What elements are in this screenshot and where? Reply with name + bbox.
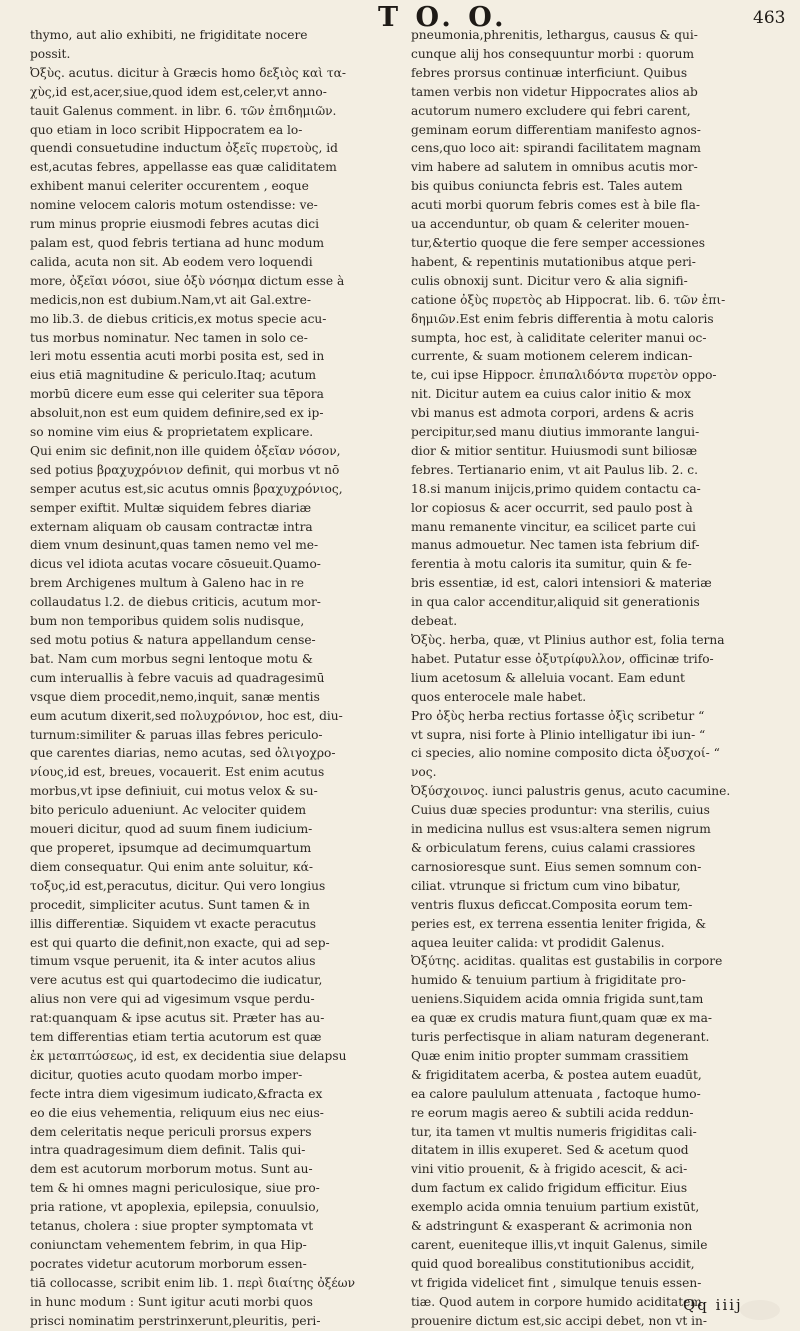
text-line: tauit Galenus comment. in libr. 6. τῶν ἐπιδημιῶν. (30, 103, 337, 118)
text-line: exhibent manui celeriter occurentem , eoque (30, 179, 309, 194)
text-line: ea quæ ex crudis matura fiunt,quam quæ ex ma- (411, 1011, 712, 1026)
text-line: exemplo acida omnia tenuium partium existūt, (411, 1200, 700, 1215)
text-line: fecte intra diem vigesimum iudicato,&fracta ex (30, 1086, 323, 1101)
text-line: carnosioresque sunt. Eius semen somnum con- (411, 859, 702, 874)
text-line: eum acutum dixerit,sed πολυχρόνιον, hoc est, diu- (30, 708, 343, 723)
text-line: ἐκ μεταπτώσεως, id est, ex decidentia siue delapsu (30, 1048, 347, 1063)
text-line: que carentes diarias, nemo acutas, sed ὀλιγοχρο- (30, 746, 336, 761)
text-line: tem differentias etiam tertia acutorum est quæ (30, 1030, 322, 1045)
text-line: te, cui ipse Hippocr. ἐπιπαλιδόντα πυρετὸν oppo- (411, 368, 717, 383)
text-line: carent, eueniteque illis,vt inquit Galenus, simile (411, 1238, 708, 1252)
text-line: culis obnoxij sunt. Dicitur vero & alia signifi- (411, 273, 688, 288)
text-line: pocrates videtur acutorum morborum essen- (30, 1256, 307, 1271)
text-line: ditatem in illis exuperet. Sed & acetum quod (411, 1143, 689, 1158)
text-line: percipitur,sed manu diutius immorante langui- (411, 425, 700, 440)
text-line: sed motu potius & natura appellandum cense- (30, 633, 316, 647)
text-line: illis differentiæ. Siquidem vt exacte peracutus (30, 916, 317, 931)
text-line: pneumonia,phrenitis, lethargus, causus & qui- (411, 28, 698, 42)
text-line: tamen verbis non videtur Hippocrates alios ab (411, 84, 698, 99)
text-line: νος. (411, 765, 437, 780)
text-line: que properet, ipsumque ad decimumquartum (30, 840, 312, 855)
text-line: febres. Tertianario enim, vt ait Paulus lib. 2. c. (411, 462, 698, 477)
text-line: vt frigida videlicet fint , simulque tenuis essen- (411, 1275, 702, 1290)
text-line: lor copiosus & acer occurrit, sed paulo post à (411, 500, 693, 515)
text-line: & frigiditatem acerba, & postea autem euadūt, (411, 1067, 702, 1082)
text-line: diem consequatur. Qui enim ante soluitur, κά- (30, 859, 314, 874)
text-line: Ὀξὺς. acutus. dicitur à Græcis homo δεξιὸς καὶ τα- (30, 65, 346, 80)
text-line: quo etiam in loco scribit Hippocratem ea lo- (30, 122, 303, 137)
text-line: ea calore paululum attenuata , factoque humo- (411, 1086, 701, 1101)
text-line: coniunctam vehementem febrim, in qua Hip- (30, 1238, 307, 1252)
text-line: in hunc modum : Sunt igitur acuti morbi quos (30, 1294, 313, 1309)
text-line: ua accenduntur, ob quam & celeriter mouen- (411, 217, 690, 232)
text-line: cunque alij hos consequuntur morbi : quorum (411, 46, 695, 61)
text-line: alius non vere qui ad vigesimum vsque perdu- (30, 992, 315, 1007)
text-line: cens,quo loco ait: spirandi facilitatem magnam (411, 141, 701, 156)
text-line: leri motu essentia acuti morbi posita est, sed in (30, 349, 325, 364)
text-line: & adstringunt & exasperant & acrimonia non (411, 1219, 693, 1234)
text-line: est qui quarto die definit,non exacte, qui ad sep- (30, 935, 330, 950)
text-line: mo lib.3. de diebus criticis,ex motus specie acu- (30, 311, 327, 326)
text-line: palam est, quod febris tertiana ad hunc modum (30, 235, 325, 250)
text-line: thymo, aut alio exhibiti, ne frigiditate nocere (30, 28, 308, 42)
text-line: ci species, alio nomine composito dicta ὀξυσχοί- “ (411, 746, 720, 761)
text-line: rat:quanquam & ipse acutus sit. Præter has au- (30, 1011, 325, 1026)
signature-mark: Qq iiij (683, 1296, 743, 1314)
text-line: Cuius duæ species produntur: vna sterilis, cuius (411, 803, 710, 818)
text-line: bum non temporibus quidem solis nudisque, (30, 614, 305, 629)
right-text-column (411, 26, 769, 1331)
page-number: 463 (753, 8, 786, 28)
text-line: 18.si manum inijcis,primo quidem contactu ca- (411, 481, 701, 496)
text-line: dicus vel idiota acutas vocare cōsueuit.Quamo- (30, 557, 321, 572)
text-line: vbi manus est admota corpori, ardens & acris (411, 406, 694, 421)
text-line: tur,&tertio quoque die fere semper accessiones (411, 235, 705, 250)
text-line: Pro ὀξὺς herba rectius fortasse ὀξὶς scribetur “ (411, 708, 705, 723)
running-head: T O. O. (378, 2, 508, 33)
text-line: vini vitio prouenit, & à frigido acescit, & aci- (411, 1162, 688, 1177)
text-line: Ὀξύσχοινος. iunci palustris genus, acuto cacumine. (411, 784, 731, 799)
text-line: brem Archigenes multum à Galeno hac in re (30, 576, 304, 591)
text-line: semper exiftit. Multæ siquidem febres diariæ (30, 500, 312, 515)
text-line: dior & mitior sentitur. Huiusmodi sunt biliosæ (411, 443, 698, 458)
text-line: dum factum ex calido frigidum efficitur. Eius (411, 1181, 688, 1196)
text-line: sed potius βραχυχρόνιον definit, qui morbus vt nō (30, 462, 340, 477)
text-line: pria ratione, vt apoplexia, epilepsia, conuulsio, (30, 1200, 320, 1215)
text-line: aquea leuiter calida: vt prodidit Galenus. (411, 935, 665, 950)
text-line: morbū dicere eum esse qui celeriter sua tēpora (30, 387, 324, 402)
text-line: febres prorsus continuæ interficiunt. Quibus (411, 65, 688, 80)
text-line: moueri dicitur, quod ad suum finem iudicium- (30, 822, 313, 837)
text-line: debeat. (411, 614, 458, 629)
text-line: semper acutus est,sic acutus omnis βραχυχρόνιος, (30, 481, 343, 496)
text-line: quendi consuetudine inductum ὀξεῖς πυρετοὺς, id (30, 141, 338, 156)
text-line: & orbiculatum ferens, cuius calami crassiores (411, 840, 696, 855)
text-line: diem vnum desinunt,quas tamen nemo vel me- (30, 538, 319, 553)
text-line: collaudatus l.2. de diebus criticis, acutum mor- (30, 595, 321, 610)
text-line: possit. (30, 46, 71, 61)
text-line: vsque diem procedit,nemo,inquit, sanæ mentis (30, 689, 320, 704)
text-line: externam aliquam ob causam contractæ intra (30, 519, 313, 534)
text-line: tetanus, cholera : siue propter symptomata vt (30, 1219, 314, 1234)
text-line: tus morbus nominatur. Nec tamen in solo ce- (30, 330, 308, 345)
text-line: Ὀξύτης. aciditas. qualitas est gustabilis in corpore (411, 954, 723, 969)
text-line: timum vsque peruenit, ita & inter acutos alius (30, 954, 316, 969)
text-line: ciliat. vtrunque si frictum cum vino bibatur, (411, 878, 681, 893)
text-line: bat. Nam cum morbus segni lentoque motu & (30, 651, 313, 666)
text-line: dem est acutorum morborum motus. Sunt au- (30, 1162, 313, 1177)
text-line: intra quadragesimum diem definit. Talis qui- (30, 1143, 306, 1158)
text-line: in qua calor accenditur,aliquid sit generationis (411, 595, 700, 610)
text-line: currente, & suam motionem celerem indican- (411, 349, 693, 364)
text-line: Qui enim sic definit,non ille quidem ὀξεῖαν νόσον, (30, 443, 341, 458)
text-line: rum minus proprie eiusmodi febres acutas dici (30, 217, 319, 232)
text-line: geminam eorum differentiam manifesto agnos- (411, 122, 701, 137)
text-line: acuti morbi quorum febris comes est à bile fla- (411, 198, 701, 213)
text-line: nomine velocem caloris motum ostendisse: ve- (30, 198, 318, 213)
text-line: νίους,id est, breues, vocauerit. Est enim acutus (30, 765, 325, 780)
left-text-column (30, 26, 388, 1331)
text-line: more, ὀξεῖαι νόσοι, siue ὀξὺ νόσημα dictum esse à (30, 273, 345, 288)
text-line: turis perfectisque in aliam naturam degenerant. (411, 1030, 710, 1045)
text-line: Quæ enim initio propter summam crassitiem (411, 1048, 689, 1063)
text-line: cum interuallis à febre vacuis ad quadragesimū (30, 670, 325, 685)
text-line: quid quod borealibus constitutionibus accidit, (411, 1256, 695, 1271)
text-line: τοξυς,id est,peracutus, dicitur. Qui vero longius (30, 878, 326, 893)
paper-stain (740, 1300, 780, 1320)
text-line: ferentia à motu caloris ita sumitur, quin & fe- (411, 557, 692, 572)
text-line: catione ὀξὺς πυρετὸς ab Hippocrat. lib. 6. τῶν ἐπι- (411, 292, 726, 307)
text-line: eo die eius vehementia, reliquum eius nec eius- (30, 1105, 324, 1120)
text-line: manus admouetur. Nec tamen ista febrium dif- (411, 538, 700, 553)
text-line: manu remanente vincitur, ea scilicet parte cui (411, 519, 696, 534)
text-line: nit. Dicitur autem ea cuius calor initio & mox (411, 387, 691, 402)
text-line: vim habere ad salutem in omnibus acutis mor- (411, 160, 698, 175)
text-line: absoluit,non est eum quidem definire,sed ex ip- (30, 406, 324, 421)
text-line: prisci nominatim perstrinxerunt,pleuritis, peri- (30, 1313, 321, 1328)
text-line: medicis,non est dubium.Nam,vt ait Gal.extre- (30, 292, 311, 307)
text-line: dicitur, quoties acuto quodam morbo imper- (30, 1067, 303, 1082)
text-line: tiā collocasse, scribit enim lib. 1. περὶ διαίτης ὀξέων (30, 1275, 356, 1290)
text-line: tem & hi omnes magni periculosique, siue pro- (30, 1181, 320, 1196)
text-line: quos enterocele male habet. (411, 689, 587, 704)
text-line: δημιῶν.Est enim febris differentia à motu caloris (411, 311, 714, 326)
text-line: habet. Putatur esse ὀξυτρίφυλλον, officinæ trifo- (411, 651, 714, 666)
text-line: in medicina nullus est vsus:altera semen nigrum (411, 822, 711, 837)
text-line: vt supra, nisi forte à Plinio intelligatur ibi iun- “ (411, 727, 706, 742)
text-line: calida, acuta non sit. Ab eodem vero loquendi (30, 254, 313, 269)
text-line: peries est, ex terrena essentia leniter frigida, & (411, 916, 707, 931)
text-line: turnum:similiter & paruas illas febres periculo- (30, 727, 323, 742)
text-line: bito periculo adueniunt. Ac velociter quidem (30, 803, 307, 818)
text-line: bis quibus coniuncta febris est. Tales autem (411, 179, 683, 194)
text-line: lium acetosum & alleluia vocant. Eam edunt (411, 670, 685, 685)
text-line: re eorum magis aereo & subtili acida reddun- (411, 1105, 694, 1120)
text-line: eius etiā magnitudine & periculo.Itaq; acutum (30, 368, 317, 383)
text-line: ventris fluxus deficcat.Composita eorum tem- (411, 897, 693, 912)
text-line: morbus,vt ipse definiuit, cui motus velox & su- (30, 784, 318, 799)
text-line: sumpta, hoc est, à caliditate celeriter manui oc- (411, 330, 707, 345)
text-line: tur, ita tamen vt multis numeris frigiditas cali- (411, 1124, 697, 1139)
text-line: Ὀξὺς. herba, quæ, vt Plinius author est, folia terna (411, 633, 725, 647)
text-line: habent, & repentinis mutationibus atque peri- (411, 254, 696, 269)
text-line: χὺς,id est,acer,siue,quod idem est,celer,vt anno- (30, 84, 327, 99)
text-line: acutorum numero excludere qui febri carent, (411, 103, 691, 118)
text-line: tiæ. Quod autem in corpore humido aciditatem (411, 1294, 702, 1309)
text-line: est,acutas febres, appellasse eas quæ caliditatem (30, 160, 337, 175)
text-line: so nomine vim eius & proprietatem explicare. (30, 425, 314, 440)
text-line: dem celeritatis neque periculi prorsus expers (30, 1124, 312, 1139)
text-line: vere acutus est qui quartodecimo die iudicatur, (30, 973, 323, 988)
text-line: prouenire dictum est,sic accipi debet, non vt in- (411, 1313, 707, 1328)
text-line: procedit, simpliciter acutus. Sunt tamen & in (30, 897, 310, 912)
text-line: bris essentiæ, id est, calori intensiori & materiæ (411, 576, 712, 591)
text-line: ueniens.Siquidem acida omnia frigida sunt,tam (411, 992, 704, 1007)
text-line: humido & tenuium partium à frigiditate pro- (411, 973, 686, 988)
